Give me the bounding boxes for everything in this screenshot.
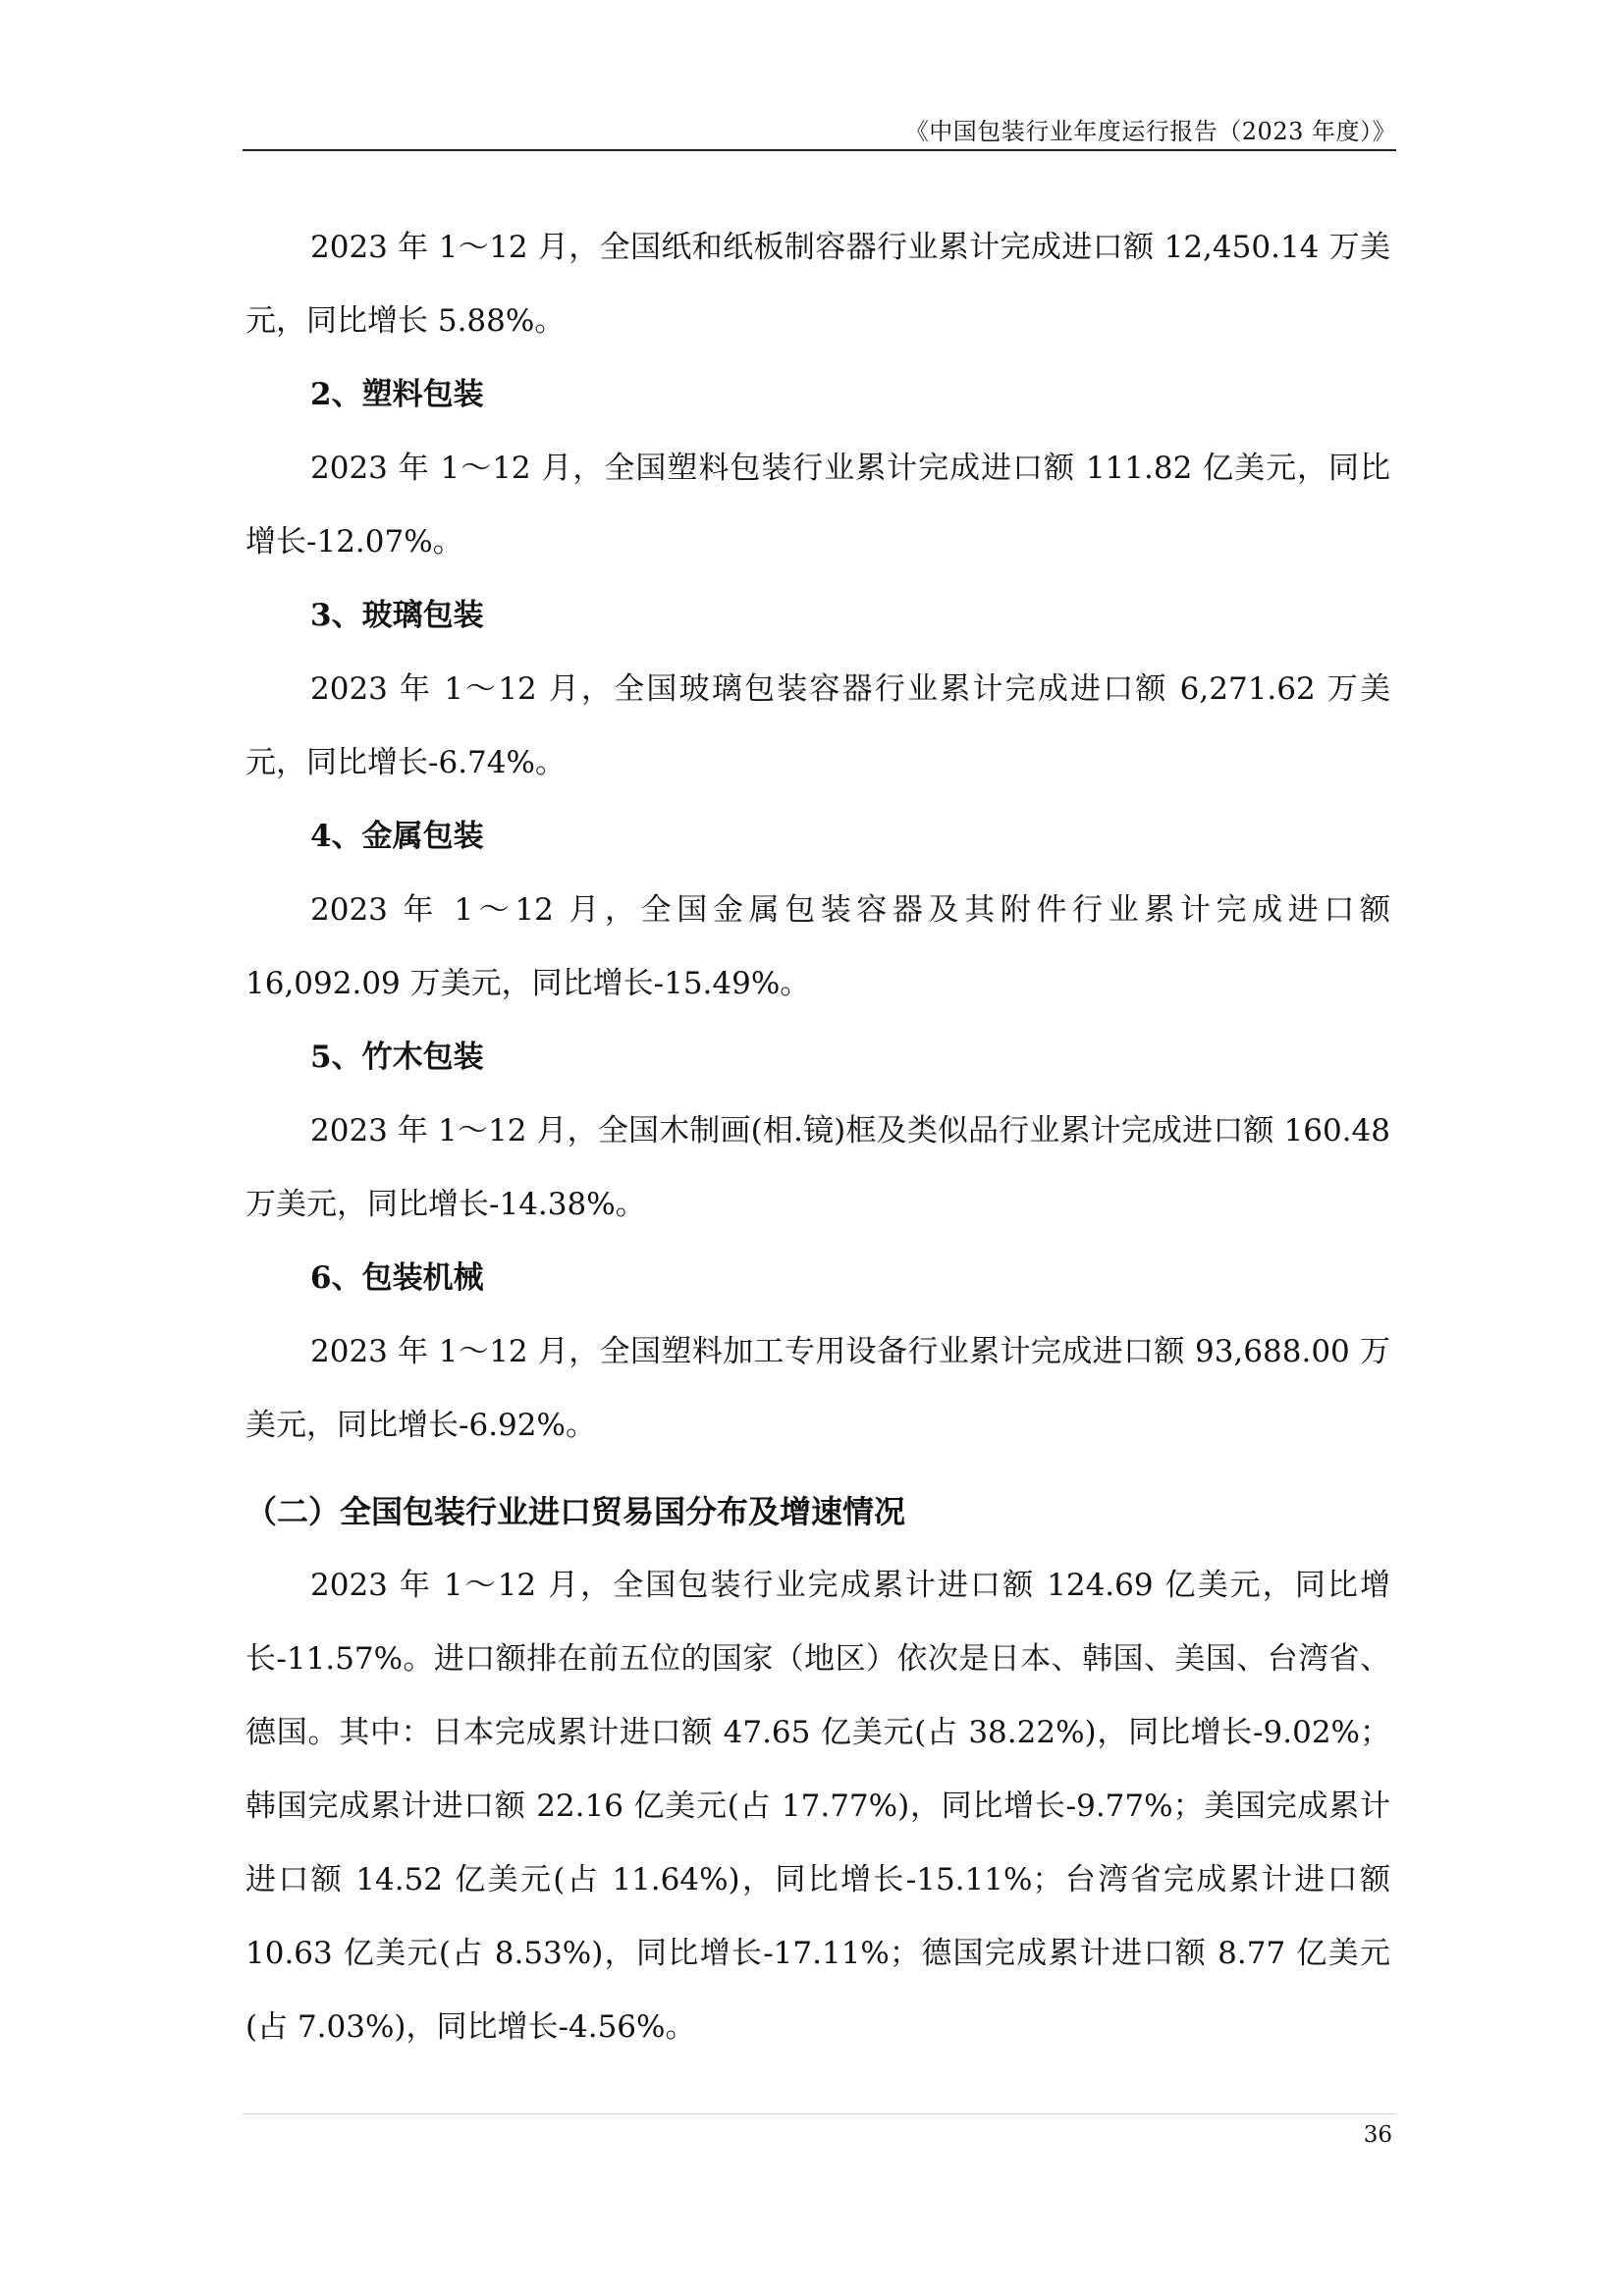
paragraph-import-by-country: 2023 年 1～12 月，全国包装行业完成累计进口额 124.69 亿美元，同比增长-11.57%。进口额排在前五位的国家（地区）依次是日本、韩国、美国、台湾省、德国。其中：日本完成累计进口额 47.65 亿美元(占 38.22%)，同比增长-9.02%；韩国完成累计进口额 22.16 亿美元(占 17.77%)，同比增长-9.77%；美国完成累计进口额 14.52 亿美元(占 11.64%)，同比增长-15.11%；台湾省完成累计进口额 10.63 亿美元(占 8.53%)，同比增长-17.11%；德国完成累计进口额 8.77 亿美元(占 7.03%)，同比增长-4.56%。 <box>245 1568 1390 2045</box>
paragraph-plastic-import: 2023 年 1～12 月，全国塑料包装行业累计完成进口额 111.82 亿美元，同比增长-12.07%。 <box>245 451 1390 560</box>
paragraph-machinery-import: 2023 年 1～12 月，全国塑料加工专用设备行业累计完成进口额 93,688.00 万美元，同比增长-6.92%。 <box>245 1334 1390 1443</box>
paragraph-glass-import: 2023 年 1～12 月，全国玻璃包装容器行业累计完成进口额 6,271.62 万美元，同比增长-6.74%。 <box>245 671 1390 780</box>
paragraph-paperboard-import: 2023 年 1～12 月，全国纸和纸板制容器行业累计完成进口额 12,450.14 万美元，同比增长 5.88%。 <box>245 230 1390 339</box>
page-body <box>245 211 1390 2064</box>
heading-bamboo-wood-packaging: 5、竹木包装 <box>310 1040 484 1075</box>
heading-packaging-machinery: 6、包装机械 <box>310 1260 484 1296</box>
header-rule <box>243 149 1396 151</box>
footer-rule <box>243 2113 1396 2114</box>
heading-glass-packaging: 3、玻璃包装 <box>310 598 484 633</box>
section-heading-import-distribution: （二）全国包装行业进口贸易国分布及增速情况 <box>245 1493 906 1530</box>
running-header-title: 《中国包装行业年度运行报告（2023 年度）》 <box>904 118 1396 145</box>
heading-plastic-packaging: 2、塑料包装 <box>310 377 484 412</box>
paragraph-wood-frame-import: 2023 年 1～12 月，全国木制画(相.镜)框及类似品行业累计完成进口额 160.48 万美元，同比增长-14.38%。 <box>245 1113 1390 1222</box>
paragraph-metal-import: 2023 年 1～12 月，全国金属包装容器及其附件行业累计完成进口额 16,092.09 万美元，同比增长-15.49%。 <box>245 892 1390 1001</box>
page-number: 36 <box>1363 2122 1392 2148</box>
heading-metal-packaging: 4、金属包装 <box>310 819 484 854</box>
